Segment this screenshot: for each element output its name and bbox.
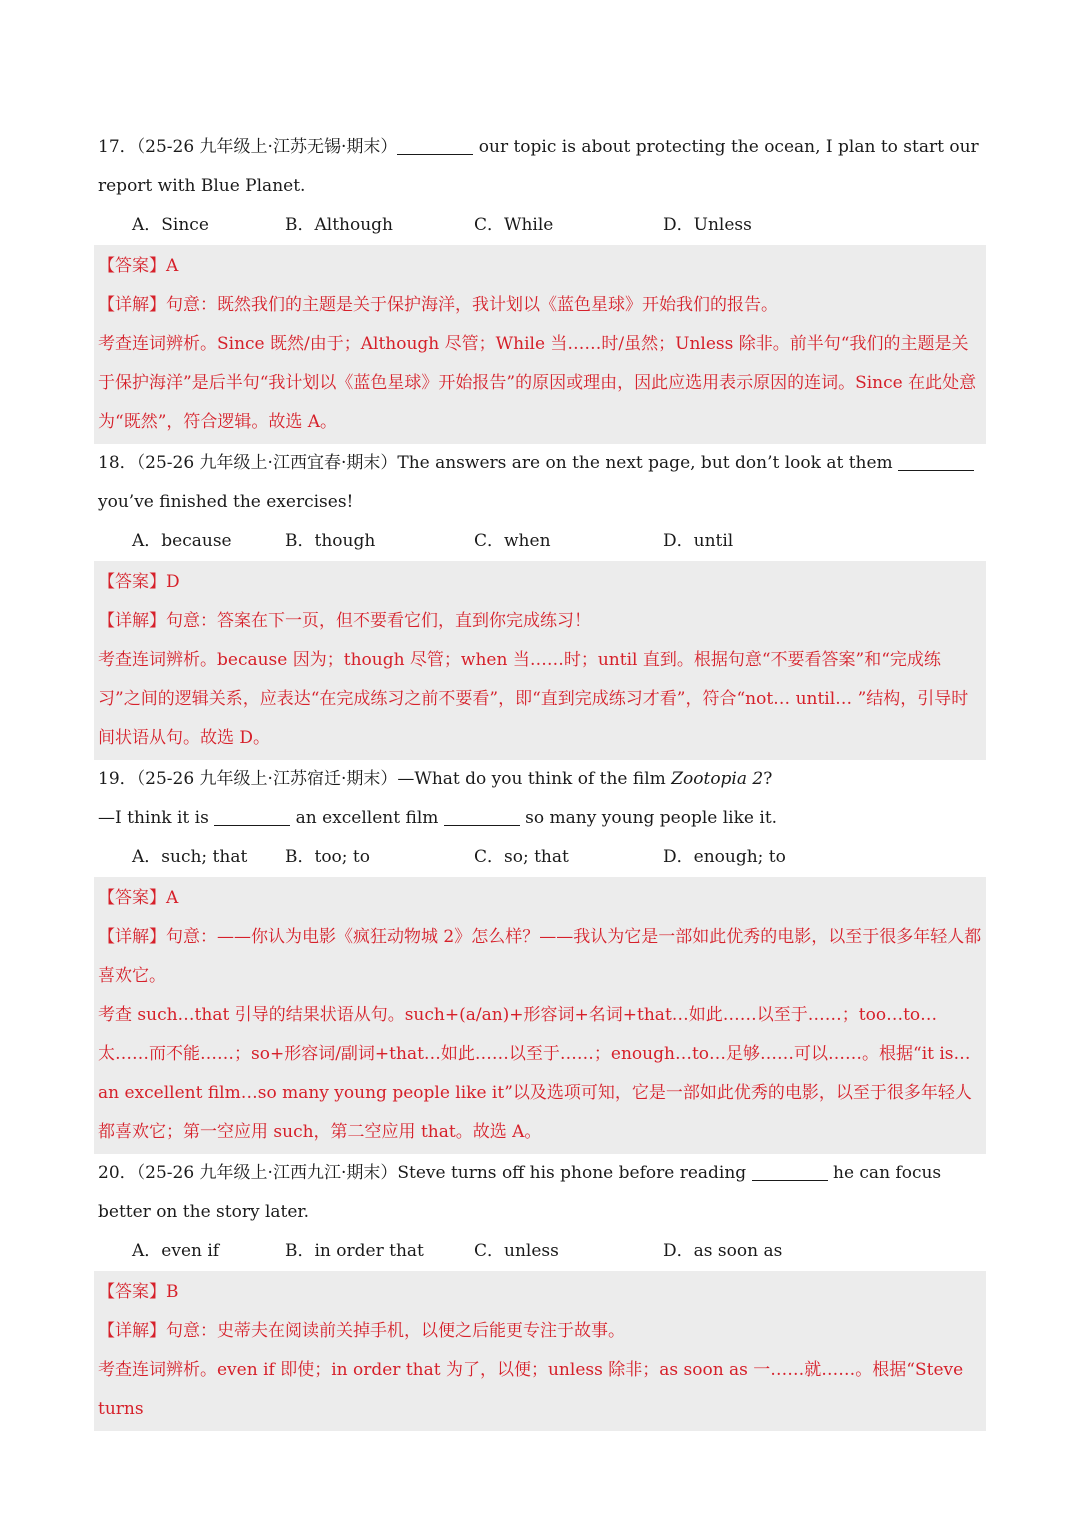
detail-meaning: 【详解】句意：史蒂夫在阅读前关掉手机，以便之后能更专注于故事。 bbox=[98, 1321, 625, 1341]
question-19-answer-box bbox=[94, 877, 986, 1154]
answer-blank bbox=[397, 153, 473, 155]
option-d: D．Unless bbox=[663, 215, 752, 235]
answer-blank bbox=[752, 1179, 828, 1181]
detail-analysis: 考查连词辨析。because 因为；though 尽管；when 当……时；until 直到。根据句意“不要看答案”和“完成练习”之间的逻辑关系，应表达“在完成练习之前不要看”，即“直到完成练习才看”，符合“not… until… ”结构，引导时间状语从句。故选 D。 bbox=[98, 650, 969, 748]
question-17-options bbox=[98, 206, 984, 245]
question-19 bbox=[98, 760, 984, 838]
answer-blank bbox=[214, 824, 290, 826]
question-17-answer-box bbox=[94, 245, 986, 444]
option-b: B．in order that bbox=[285, 1241, 424, 1261]
detail-meaning: 【详解】句意：答案在下一页，但不要看它们，直到你完成练习！ bbox=[98, 611, 591, 631]
question-19-line-1: 19．（25-26 九年级上·江苏宿迁·期末）—What do you think of the film Zootopia 2? bbox=[98, 769, 773, 789]
document-page bbox=[98, 128, 984, 1431]
answer-blank bbox=[898, 469, 974, 471]
question-20-answer-box bbox=[94, 1271, 986, 1431]
option-a: A．Since bbox=[132, 215, 209, 235]
answer-line: 【答案】D bbox=[98, 572, 180, 592]
option-b: B．too; to bbox=[285, 847, 370, 867]
option-c: C．unless bbox=[474, 1241, 559, 1261]
answer-line: 【答案】A bbox=[98, 888, 179, 908]
answer-line: 【答案】B bbox=[98, 1282, 179, 1302]
option-d: D．enough; to bbox=[663, 847, 786, 867]
option-c: C．While bbox=[474, 215, 554, 235]
option-a: A．such; that bbox=[132, 847, 248, 867]
option-b: B．Although bbox=[285, 215, 394, 235]
question-18: 18．（25-26 九年级上·江西宜春·期末）The answers are on the next page, but don’t look at them you’ve finished the exercises! bbox=[98, 444, 984, 522]
option-a: A．even if bbox=[132, 1241, 220, 1261]
question-17 bbox=[98, 128, 984, 206]
question-19-options bbox=[98, 838, 984, 877]
question-20-options bbox=[98, 1232, 984, 1271]
option-a: A．because bbox=[132, 531, 232, 551]
option-b: B．though bbox=[285, 531, 376, 551]
option-d: D．until bbox=[663, 531, 734, 551]
question-18-answer-box bbox=[94, 561, 986, 760]
option-c: C．when bbox=[474, 531, 551, 551]
detail-meaning: 【详解】句意：——你认为电影《疯狂动物城 2》怎么样？——我认为它是一部如此优秀的电影，以至于很多年轻人都喜欢它。 bbox=[98, 927, 982, 986]
option-d: D．as soon as bbox=[663, 1241, 783, 1261]
detail-analysis: 考查连词辨析。Since 既然/由于；Although 尽管；While 当……时/虽然；Unless 除非。前半句“我们的主题是关于保护海洋”是后半句“我计划以《蓝色星球》开始报告”的原因或理由，因此应选用表示原因的连词。Since 在此处意为“既然”，符合逻辑。故选 A。 bbox=[98, 334, 977, 432]
detail-analysis: 考查 such…that 引导的结果状语从句。such+(a/an)+形容词+名词+that…如此……以至于……；too…to…太……而不能……；so+形容词/副词+that…如此……以至于……；enough…to…足够……可以……。根据“it is…an excellent film…so many young people like it”以及选项可知，它是一部如此优秀的电影，以至于很多年轻人都喜欢它；第一空应用 such，第二空应用 that。故选 A。 bbox=[98, 1005, 972, 1142]
question-20: 20．（25-26 九年级上·江西九江·期末）Steve turns off his phone before reading he can focus better on the story later. bbox=[98, 1163, 942, 1222]
question-17-stem: 17．（25-26 九年级上·江苏无锡·期末） our topic is about protecting the ocean, I plan to start our report with Blue Planet. bbox=[98, 137, 979, 196]
detail-meaning: 【详解】句意：既然我们的主题是关于保护海洋，我计划以《蓝色星球》开始我们的报告。 bbox=[98, 295, 778, 315]
detail-analysis: 考查连词辨析。even if 即使；in order that 为了，以便；unless 除非；as soon as 一……就……。根据“Steve turns bbox=[98, 1360, 964, 1419]
answer-blank bbox=[444, 824, 520, 826]
option-c: C．so; that bbox=[474, 847, 569, 867]
question-18-options bbox=[98, 522, 984, 561]
question-19-line-2: —I think it is an excellent film so many young people like it. bbox=[98, 808, 778, 828]
answer-line: 【答案】A bbox=[98, 256, 179, 276]
film-title: Zootopia 2 bbox=[671, 769, 764, 789]
